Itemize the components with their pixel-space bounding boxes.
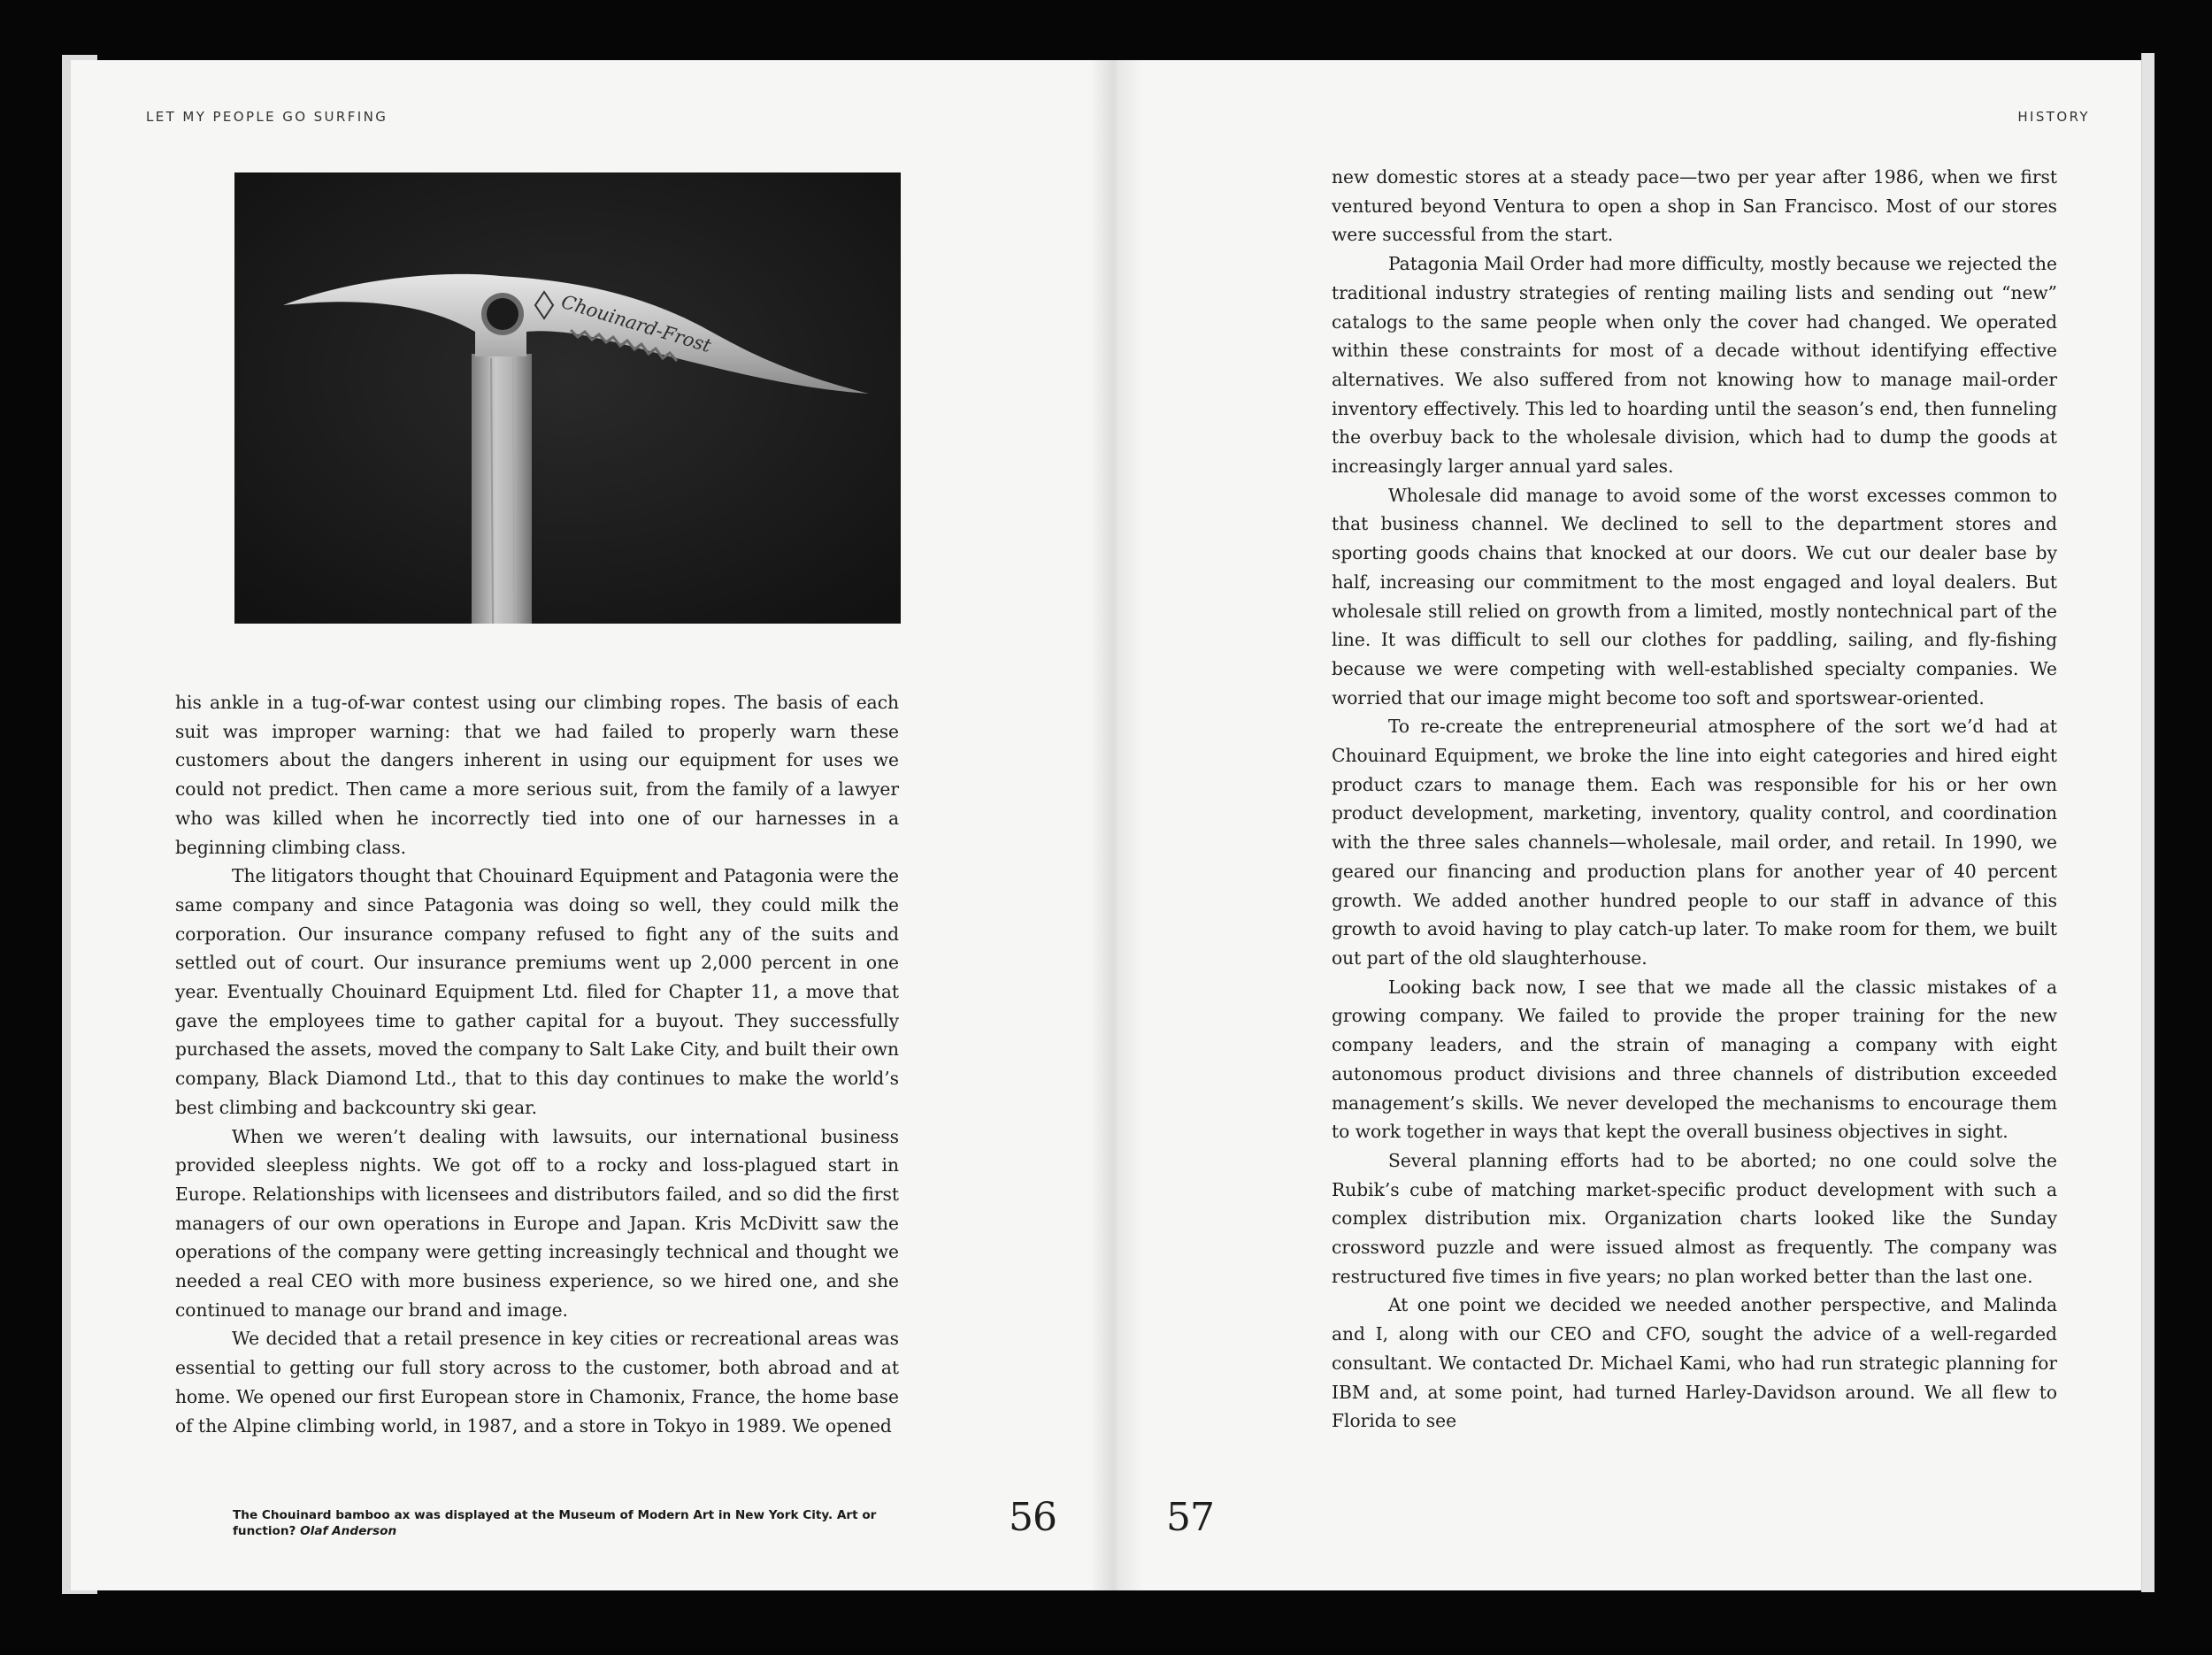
page-number-right: 57 — [1166, 1495, 1214, 1540]
ax-shaft — [472, 354, 532, 624]
paragraph: The litigators thought that Chouinard Equipment and Patagonia were the same company and since Patagonia was doing so well, they could milk the corporation. Our insurance company refused to fight any of the suits and settled out of court. Our insurance premiums went up 2,000 percent in one year. Eventually Chouinard Equipment Ltd. filed for Chapter 11, a move that gave the employees time to gather capital for a buyout. They successfully purchased the assets, moved the company to Salt Lake City, and built their own company, Black Diamond Ltd., that to this day continues to make the world’s best climbing and backcountry ski gear. — [175, 865, 899, 1118]
paragraph: new domestic stores at a steady pace—two per year after 1986, when we first ventured beyond Ventura to open a shop in San Francisco. Most of our stores were successful from the start. — [1332, 166, 2057, 246]
paragraph: Patagonia Mail Order had more difficulty, mostly because we rejected the traditional industry strategies of renting mailing lists and sending out “new” catalogs to the same people when only the cover had changed. We operated within these constraints for most of a decade without identifying effective alternatives. We also suffered from not knowing how to manage mail-order inventory effectively. This led to hoarding until the season’s end, then funneling the overbuy back to the wholesale division, which had to dump the goods at increasingly larger annual yard sales. — [1332, 253, 2057, 478]
paragraph: We decided that a retail presence in key cities or recreational areas was essential to getting our full story across to the customer, both abroad and at home. We opened our first European store in Chamonix, France, the home base of the Alpine climbing world, in 1987, and a store in Tokyo in 1989. We opened — [175, 1328, 899, 1437]
caption-credit: Olaf Anderson — [300, 1524, 397, 1538]
ice-axe-photo — [234, 172, 901, 624]
paragraph: his ankle in a tug-of-war contest using our climbing ropes. The basis of each suit was improper warning: that we had failed to properly warn these customers about the dangers inherent in using our equipment for uses we could not predict. Then came a more serious suit, from the family of a lawyer who was killed when he incorrectly tied into one of our harnesses in a beginning climbing class. — [175, 692, 899, 858]
ax-engraving: Chouinard-Frost — [558, 290, 714, 357]
paragraph: When we weren’t dealing with lawsuits, our international business provided sleepless nights. We got off to a rocky and loss-plagued start in Europe. Relationships with licensees and distributors failed, and so did the first managers of our own operations in Europe and Japan. Kris McDivitt saw the operations of the company were getting increasingly technical and thought we needed a real CEO with more business experience, so we hired one, and she continued to manage our brand and image. — [175, 1125, 899, 1321]
ice-axe-illustration — [234, 172, 901, 624]
page-number-left: 56 — [1009, 1495, 1056, 1540]
paragraph: Wholesale did manage to avoid some of the worst excesses common to that business channel. We declined to sell to the department stores and sporting goods chains that knocked at our doors. We cut our dealer base by half, increasing our commitment to the most engaged and loyal dealers. But wholesale still relied on growth from a limited, mostly nontechnical part of the line. It was difficult to sell our clothes for paddling, sailing, and fly-fishing because we were competing with well-established specialty companies. We worried that our image might become too soft and sportswear-oriented. — [1332, 484, 2057, 709]
left-body-text — [175, 688, 899, 1440]
photo-caption — [233, 1507, 905, 1539]
book-gutter — [1090, 60, 1143, 1590]
paragraph: To re-create the entrepreneurial atmosphere of the sort we’d had at Chouinard Equipment, we broke the line into eight categories and hired eight product czars to manage them. Each was responsible for his or her own product development, marketing, inventory, quality control, and coordination with the three sales channels—wholesale, mail order, and retail. In 1990, we geared our financing and production plans for another year of 40 percent growth. We added another hundred people to our staff in advance of this growth to avoid having to play catch-up later. To make room for them, we built out part of the old slaughterhouse. — [1332, 716, 2057, 969]
paragraph: Several planning efforts had to be aborted; no one could solve the Rubik’s cube of matching market-specific product development with such a complex distribution mix. Organization charts looked like the Sunday crossword puzzle and were issued almost as frequently. The company was restructured five times in five years; no plan worked better than the last one. — [1332, 1149, 2057, 1287]
paragraph: At one point we decided we needed another perspective, and Malinda and I, along with our CEO and CFO, sought the advice of a well-regarded consultant. We contacted Dr. Michael Kami, who had run strategic planning for IBM and, at some point, had turned Harley-Davidson around. We all flew to Florida to see — [1332, 1294, 2057, 1432]
running-head-left: LET MY PEOPLE GO SURFING — [146, 109, 388, 125]
right-page-edges — [2141, 53, 2154, 1592]
caption-text: The Chouinard bamboo ax was displayed at the Museum of Modern Art in New York City. Art or function? — [233, 1508, 877, 1538]
paragraph: Looking back now, I see that we made all the classic mistakes of a growing company. We failed to provide the proper training for the new company leaders, and the strain of managing a company with eight autonomous product divisions and three channels of distribution exceeded management’s skills. We never developed the mechanisms to encourage them to work together in ways that kept the overall business objectives in sight. — [1332, 976, 2057, 1143]
running-head-right: HISTORY — [2017, 109, 2090, 125]
right-body-text — [1332, 163, 2057, 1436]
